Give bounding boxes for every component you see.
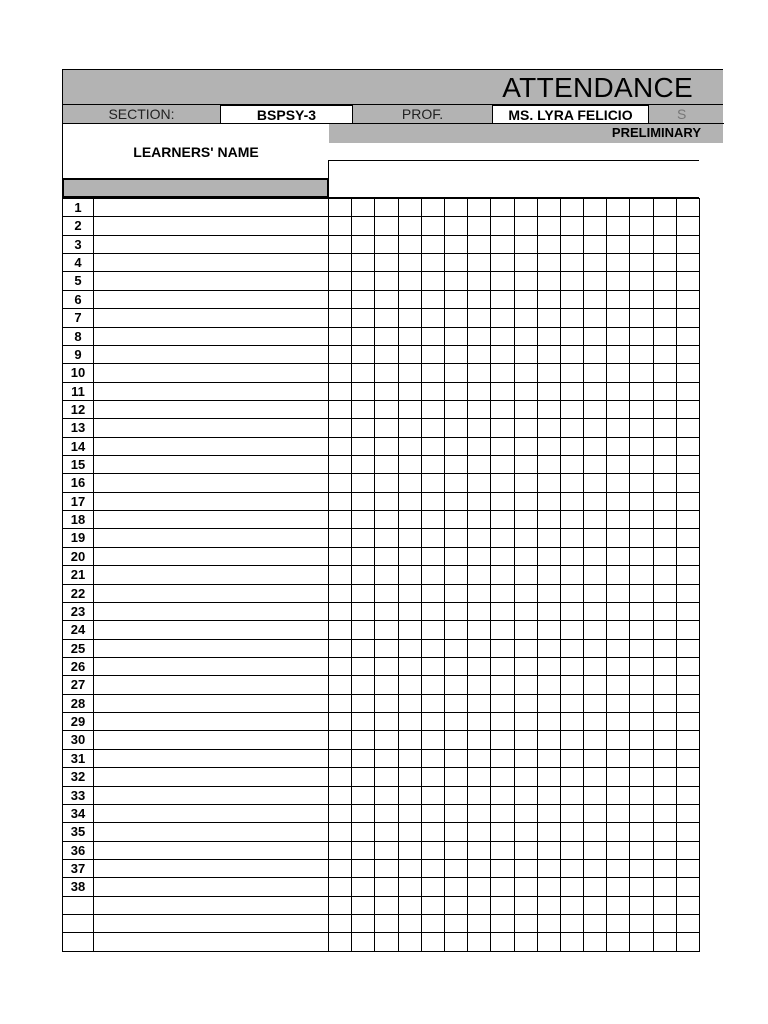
row-line bbox=[62, 914, 700, 915]
row-line bbox=[62, 418, 700, 419]
row-number: 27 bbox=[70, 677, 86, 693]
row-line bbox=[62, 712, 700, 713]
column-line bbox=[490, 198, 491, 952]
row-number: 37 bbox=[70, 860, 86, 876]
row-line bbox=[62, 510, 700, 511]
column-line bbox=[328, 198, 329, 952]
row-number: 13 bbox=[70, 420, 86, 436]
row-line bbox=[62, 492, 700, 493]
row-number: 30 bbox=[70, 732, 86, 748]
row-number: 10 bbox=[70, 365, 86, 381]
row-line bbox=[62, 822, 700, 823]
row-number: 34 bbox=[70, 805, 86, 821]
row-number: 21 bbox=[70, 567, 86, 583]
column-line bbox=[467, 198, 468, 952]
row-line bbox=[62, 804, 700, 805]
row-line bbox=[62, 216, 700, 217]
row-number: 38 bbox=[70, 879, 86, 895]
row-line bbox=[62, 675, 700, 676]
row-number: 29 bbox=[70, 714, 86, 730]
column-line bbox=[699, 198, 700, 952]
row-number: 32 bbox=[70, 769, 86, 785]
row-number: 36 bbox=[70, 842, 86, 858]
row-line bbox=[62, 345, 700, 346]
row-line bbox=[62, 455, 700, 456]
prof-label: PROF. bbox=[353, 105, 492, 124]
row-number: 35 bbox=[70, 824, 86, 840]
row-number: 14 bbox=[70, 438, 86, 454]
row-line bbox=[62, 602, 700, 603]
row-number: 25 bbox=[70, 640, 86, 656]
row-line bbox=[62, 932, 700, 933]
row-number: 24 bbox=[70, 622, 86, 638]
prof-value[interactable]: MS. LYRA FELICIO bbox=[492, 105, 649, 124]
row-line bbox=[62, 767, 700, 768]
column-line bbox=[560, 198, 561, 952]
row-line bbox=[62, 473, 700, 474]
sheet-title: ATTENDANCE bbox=[502, 72, 693, 103]
section-value[interactable]: BSPSY-3 bbox=[220, 105, 353, 124]
row-number: 15 bbox=[70, 457, 86, 473]
column-line bbox=[421, 198, 422, 952]
row-line bbox=[62, 437, 700, 438]
row-number: 3 bbox=[74, 236, 82, 252]
column-line bbox=[514, 198, 515, 952]
row-line bbox=[62, 565, 700, 566]
row-number: 1 bbox=[74, 200, 82, 215]
row-line bbox=[62, 639, 700, 640]
row-number: 9 bbox=[74, 346, 82, 362]
row-number: 33 bbox=[70, 787, 86, 803]
row-line bbox=[62, 620, 700, 621]
row-number: 26 bbox=[70, 659, 86, 674]
row-number: 4 bbox=[74, 255, 82, 271]
row-number: 8 bbox=[74, 328, 82, 344]
learners-name-label: LEARNERS' NAME bbox=[133, 144, 259, 160]
row-number: 23 bbox=[70, 603, 86, 619]
row-line bbox=[62, 657, 700, 658]
row-number: 22 bbox=[70, 585, 86, 601]
column-line bbox=[398, 198, 399, 952]
row-line bbox=[62, 327, 700, 328]
column-line bbox=[374, 198, 375, 952]
row-number: 31 bbox=[70, 750, 86, 766]
row-number: 20 bbox=[70, 548, 86, 564]
row-line bbox=[62, 528, 700, 529]
row-line bbox=[62, 730, 700, 731]
row-line bbox=[62, 235, 700, 236]
row-line bbox=[62, 584, 700, 585]
row-line bbox=[62, 382, 700, 383]
date-header-divider bbox=[328, 160, 329, 198]
column-line bbox=[583, 198, 584, 952]
row-number: 18 bbox=[70, 512, 86, 528]
row-line bbox=[62, 877, 700, 878]
section-label: SECTION: bbox=[63, 105, 220, 124]
row-line bbox=[62, 308, 700, 309]
cut-label: S bbox=[649, 105, 724, 124]
row-number: 2 bbox=[74, 218, 82, 234]
row-number: 6 bbox=[74, 291, 82, 307]
column-line bbox=[629, 198, 630, 952]
row-line bbox=[62, 841, 700, 842]
date-header-line bbox=[329, 160, 699, 161]
row-number: 28 bbox=[70, 695, 86, 711]
row-number: 7 bbox=[74, 310, 82, 326]
term-label: PRELIMINARY bbox=[611, 125, 701, 140]
row-line bbox=[62, 547, 700, 548]
row-line bbox=[62, 400, 700, 401]
row-line bbox=[62, 749, 700, 750]
column-line bbox=[606, 198, 607, 952]
row-number: 5 bbox=[74, 273, 82, 289]
column-line bbox=[537, 198, 538, 952]
row-line bbox=[62, 786, 700, 787]
row-line bbox=[62, 896, 700, 897]
column-line bbox=[444, 198, 445, 952]
row-line bbox=[62, 253, 700, 254]
row-line bbox=[62, 859, 700, 860]
row-line bbox=[62, 363, 700, 364]
row-number: 16 bbox=[70, 475, 86, 491]
column-line bbox=[351, 198, 352, 952]
column-line bbox=[653, 198, 654, 952]
row-number: 11 bbox=[71, 383, 85, 399]
row-number: 12 bbox=[70, 401, 86, 417]
row-line bbox=[62, 271, 700, 272]
column-line bbox=[676, 198, 677, 952]
row-number: 19 bbox=[70, 530, 86, 546]
row-line bbox=[62, 198, 700, 199]
row-line bbox=[62, 951, 700, 952]
row-number: 17 bbox=[70, 493, 86, 509]
row-line bbox=[62, 290, 700, 291]
column-line bbox=[93, 198, 94, 952]
row-line bbox=[62, 694, 700, 695]
